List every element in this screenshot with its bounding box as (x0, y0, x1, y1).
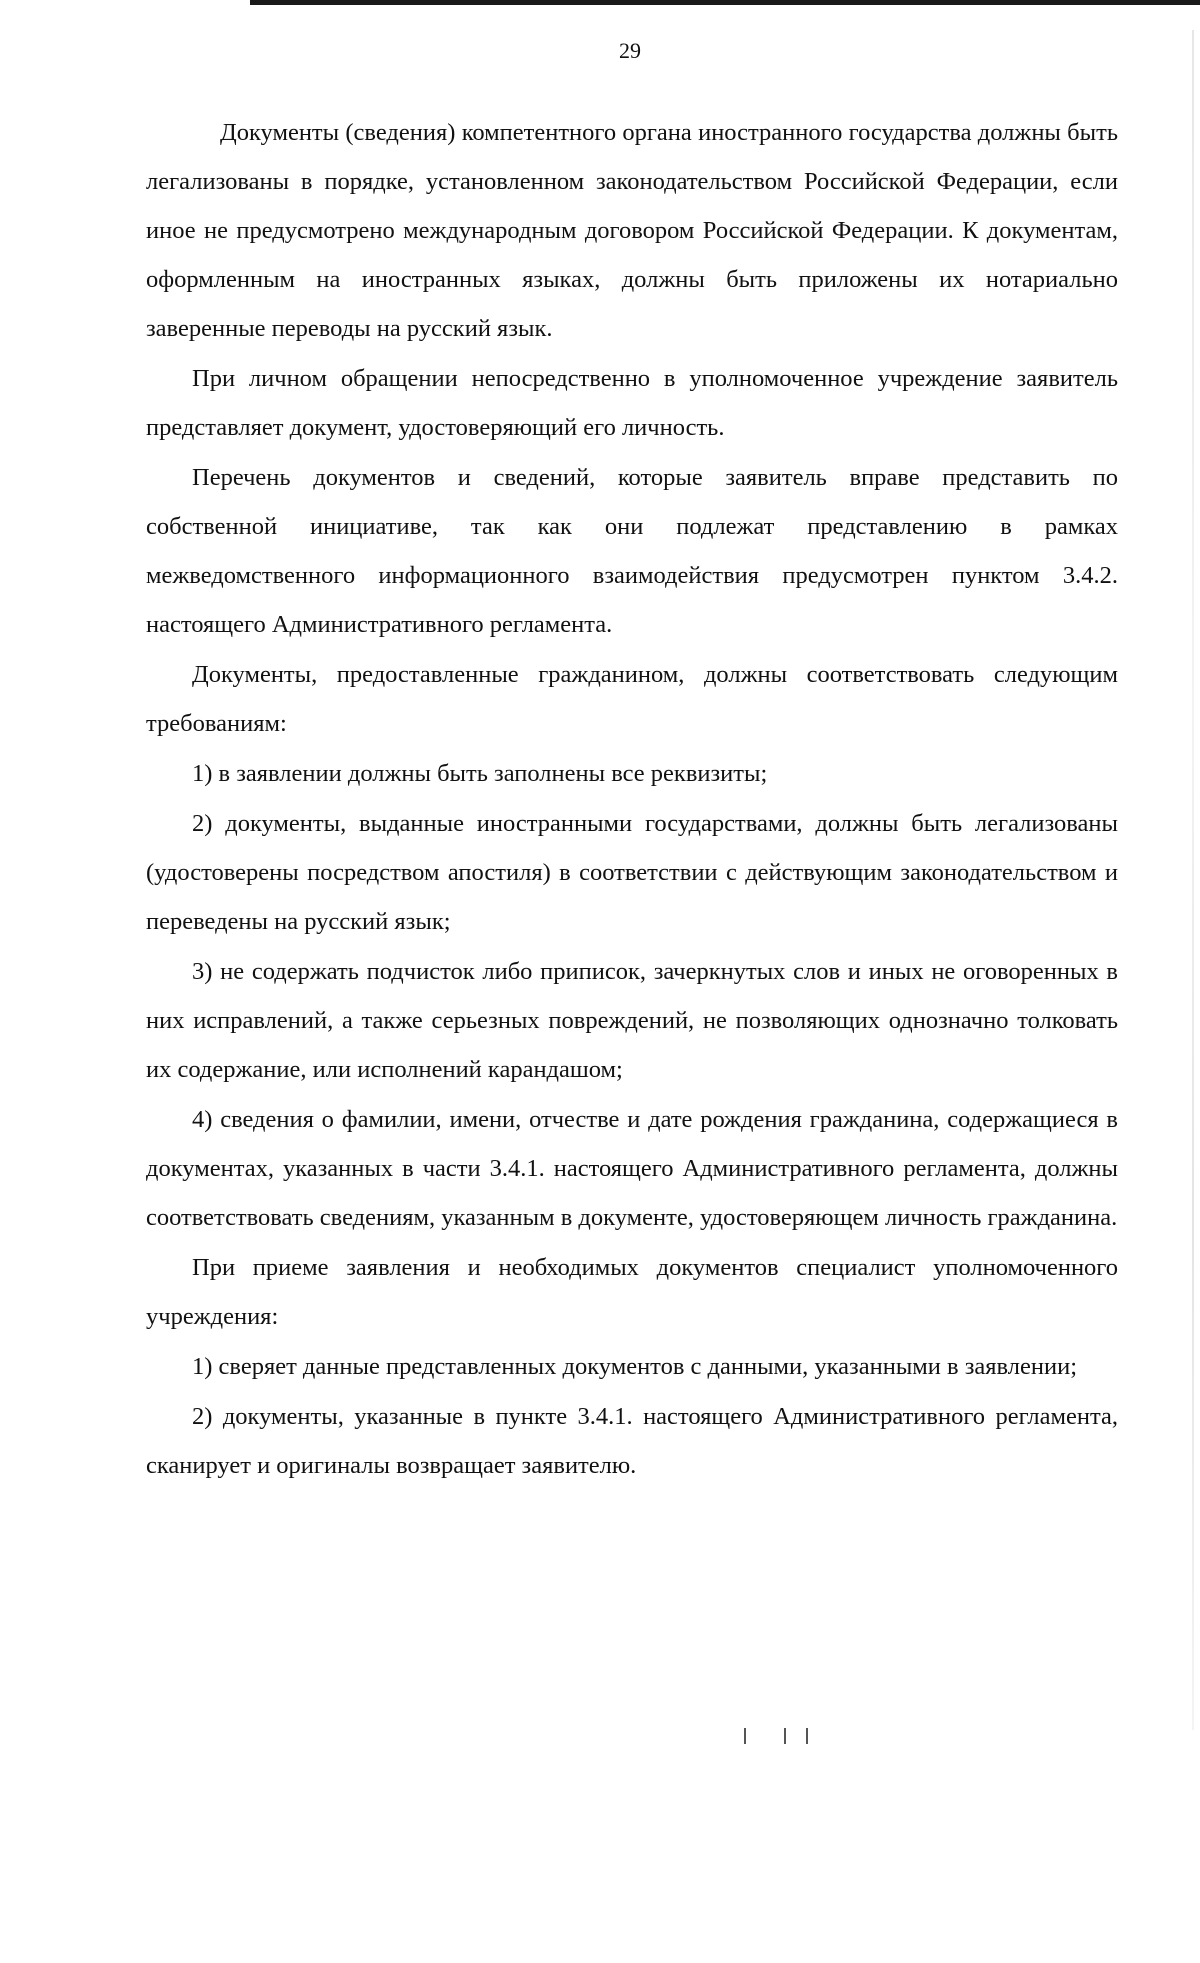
paragraph-documents-list: Перечень документов и сведений, которые заявитель вправе представить по собственной инициативе, так как они подлежат представлению в рамках межведомственного информационного взаимодействия предусмотрен пунктом 3.4.2. настоящего Административного регламента. (146, 464, 1118, 638)
scan-speck (806, 1728, 808, 1744)
scan-artifacts (740, 1728, 860, 1746)
scan-speck (784, 1728, 786, 1744)
paragraph-requirements-intro: Документы, предоставленные гражданином, должны соответствовать следующим требованиям: (146, 661, 1118, 737)
requirement-item-4: 4) сведения о фамилии, имени, отчестве и дате рождения гражданина, содержащиеся в документах, указанных в части 3.4.1. настоящего Административного регламента, должны соответствовать сведениям, указанным в документе, удостоверяющем личность гражданина. (146, 1106, 1118, 1231)
requirement-item-2: 2) документы, выданные иностранными государствами, должны быть легализованы (удостоверены посредством апостиля) в соответствии с действующим законодательством и переведены на русский язык; (146, 810, 1118, 935)
requirement-item-1: 1) в заявлении должны быть заполнены все реквизиты; (192, 760, 768, 787)
page-number: 29 (619, 38, 641, 63)
paragraph-personal-appeal: При личном обращении непосредственно в уполномоченное учреждение заявитель представляет документ, удостоверяющий его личность. (146, 365, 1118, 441)
scan-edge-shadow (1192, 30, 1194, 1730)
top-border-line (250, 0, 1200, 5)
requirement-item-3: 3) не содержать подчисток либо приписок, зачеркнутых слов и иных не оговоренных в них исправлений, а также серьезных повреждений, не позволяющих однозначно толковать их содержание, или исполнений карандашом; (146, 958, 1118, 1083)
scan-speck (744, 1728, 746, 1744)
paragraph-reception-intro: При приеме заявления и необходимых документов специалист уполномоченного учреждения: (146, 1254, 1118, 1330)
paragraph-legalization: Документы (сведения) компетентного органа иностранного государства должны быть легализованы в порядке, установленном законодательством Российской Федерации, если иное не предусмотрено международным договором Российской Федерации. К документам, оформленным на иностранных языках, должны быть приложены их нотариально заверенные переводы на русский язык. (146, 119, 1118, 342)
reception-item-2: 2) документы, указанные в пункте 3.4.1. настоящего Административного регламента, сканирует и оригиналы возвращает заявителю. (146, 1403, 1118, 1479)
reception-item-1: 1) сверяет данные представленных документов с данными, указанными в заявлении; (192, 1353, 1078, 1380)
document-body (146, 108, 1118, 1490)
